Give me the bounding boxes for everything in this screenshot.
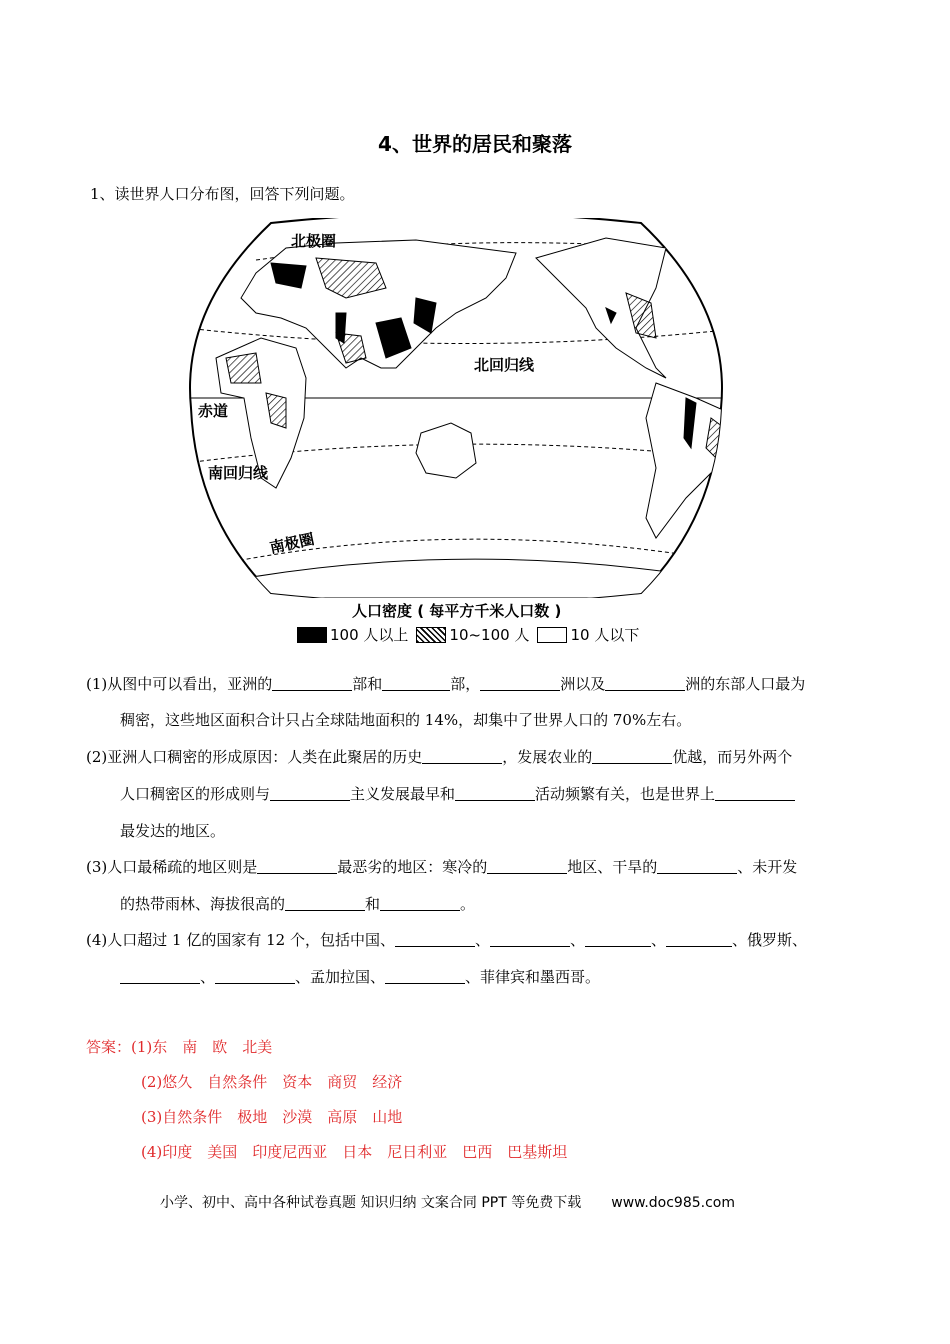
legend-item xyxy=(297,624,408,645)
question-2-line-3: 最发达的地区。 xyxy=(120,822,226,840)
text: 、 xyxy=(200,968,216,986)
text: 、 xyxy=(732,931,748,949)
text: 地区、干旱的 xyxy=(567,858,658,876)
answer-line-1 xyxy=(86,1036,272,1057)
text: 、 xyxy=(295,968,311,986)
arctic-circle-label: 北极圈 xyxy=(291,232,337,250)
tropic-of-capricorn-label: 南回归线 xyxy=(208,464,269,482)
question-3-line-1 xyxy=(86,849,797,885)
text: 、菲律宾和墨西哥。 xyxy=(465,968,601,986)
tropic-of-cancer-label: 北回归线 xyxy=(474,356,535,374)
text: 俄罗斯、 xyxy=(747,931,808,949)
question-2-line-2 xyxy=(120,776,795,812)
text: 活动频繁有关，也是世界上 xyxy=(535,785,716,803)
text: 孟加拉国、 xyxy=(310,968,386,986)
blank xyxy=(715,782,795,801)
legend-label: 10~100 人 xyxy=(449,626,530,644)
footer-text: 小学、初中、高中各种试卷真题 知识归纳 文案合同 PPT 等免费下载 xyxy=(160,1195,582,1211)
answer-line-4: (4)印度 美国 印度尼西亚 日本 尼日利亚 巴西 巴基斯坦 xyxy=(141,1143,568,1161)
answer-text: (1)东 南 欧 北美 xyxy=(131,1038,273,1056)
text: (1)从图中可以看出，亚洲的 xyxy=(86,675,273,693)
question-4-line-1 xyxy=(86,922,807,958)
text: 洲的东部人口最为 xyxy=(685,675,806,693)
legend-swatch xyxy=(537,627,567,643)
antarctic-circle-label: 南极圈 xyxy=(268,529,316,557)
page-footer xyxy=(160,1192,735,1212)
blank xyxy=(272,672,352,691)
blank xyxy=(666,928,732,947)
blank xyxy=(585,928,651,947)
blank xyxy=(490,928,570,947)
equator-label: 赤道 xyxy=(198,402,229,420)
legend-swatch xyxy=(416,627,446,643)
blank xyxy=(257,855,337,874)
text: 主义发展最早和 xyxy=(350,785,456,803)
text: 、 xyxy=(569,931,585,949)
blank xyxy=(382,672,450,691)
text: 和 xyxy=(365,895,381,913)
blank xyxy=(487,855,567,874)
text: 、未开发 xyxy=(737,858,798,876)
text: 洲以及 xyxy=(560,675,606,693)
legend-label: 10 人以下 xyxy=(570,626,640,644)
text: 人口稠密区的形成则与 xyxy=(120,785,271,803)
text: ，发展农业的 xyxy=(502,748,593,766)
density-high-area xyxy=(336,313,346,343)
text: 。 xyxy=(460,895,476,913)
blank xyxy=(385,965,465,984)
answer-label: 答案： xyxy=(86,1038,132,1056)
question-1-line-1 xyxy=(86,666,805,702)
question-intro: 1、读世界人口分布图，回答下列问题。 xyxy=(90,185,355,203)
text: 、 xyxy=(650,931,666,949)
blank xyxy=(120,965,200,984)
legend-item xyxy=(537,624,639,645)
footer-link[interactable]: www.doc985.com xyxy=(611,1195,735,1211)
blank xyxy=(395,928,475,947)
text: 部， xyxy=(450,675,481,693)
legend-title: 人口密度 ( 每平方千米人口数 ) xyxy=(352,602,562,620)
legend-swatch xyxy=(297,627,327,643)
text: (2)亚洲人口稠密的形成原因：人类在此聚居的历史 xyxy=(86,748,423,766)
text: (3)人口最稀疏的地区则是 xyxy=(86,858,258,876)
text: 、 xyxy=(474,931,490,949)
blank xyxy=(592,745,672,764)
blank xyxy=(480,672,560,691)
legend-label: 100 人以上 xyxy=(330,626,409,644)
text: (4)人口超过 1 亿的国家有 12 个，包括中国、 xyxy=(86,931,395,949)
blank xyxy=(270,782,350,801)
question-3-line-2 xyxy=(120,886,475,922)
blank xyxy=(455,782,535,801)
map-legend xyxy=(297,624,647,645)
text: 的热带雨林、海拔很高的 xyxy=(120,895,286,913)
world-population-map xyxy=(186,218,726,598)
text: 优越，而另外两个 xyxy=(672,748,793,766)
text: 部和 xyxy=(352,675,383,693)
answer-line-2: (2)悠久 自然条件 资本 商贸 经济 xyxy=(141,1073,403,1091)
page-title: 4、世界的居民和聚落 xyxy=(378,132,572,156)
blank xyxy=(422,745,502,764)
blank xyxy=(657,855,737,874)
blank xyxy=(605,672,685,691)
australia-landmass xyxy=(416,423,476,478)
text: 最恶劣的地区：寒冷的 xyxy=(337,858,488,876)
legend-item xyxy=(416,624,529,645)
blank xyxy=(380,892,460,911)
density-medium-area xyxy=(226,353,261,383)
question-4-line-2 xyxy=(120,959,600,995)
blank xyxy=(215,965,295,984)
question-2-line-1 xyxy=(86,739,792,775)
blank xyxy=(285,892,365,911)
answer-line-3: (3)自然条件 极地 沙漠 高原 山地 xyxy=(141,1108,403,1126)
question-1-line-2: 稠密，这些地区面积合计只占全球陆地面积的 14%，却集中了世界人口的 70%左右。 xyxy=(120,711,692,729)
